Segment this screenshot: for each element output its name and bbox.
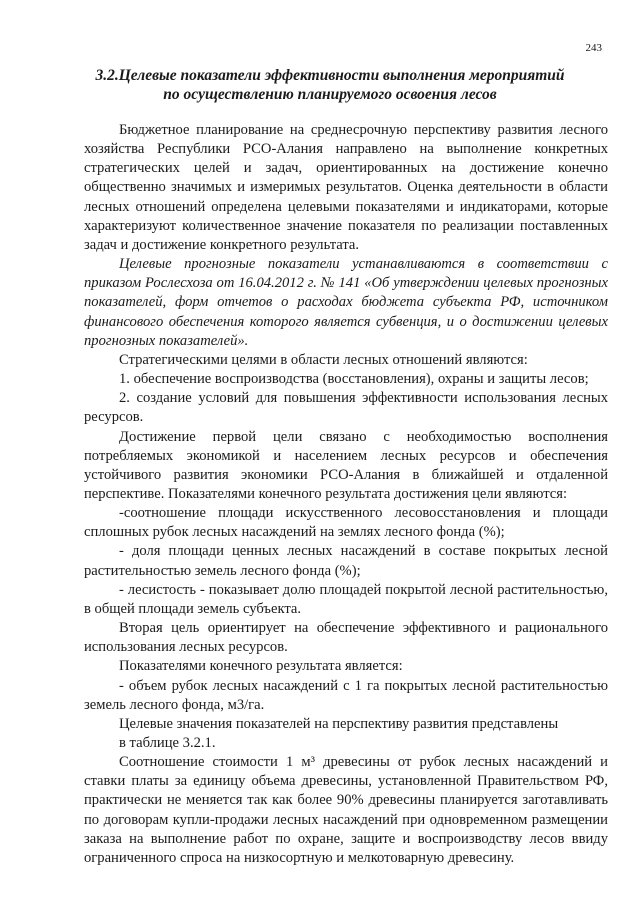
paragraph-result-indicators: Показателями конечного результата является: [119, 658, 403, 675]
heading-line-1: 3.2.Целевые показатели эффективности выполнения мероприятий [95, 67, 565, 84]
goal-item-1: 1. обеспечение воспроизводства (восстановления), охраны и защиты лесов; [119, 371, 589, 388]
heading-line-2: по осуществлению планируемого освоения лесов [163, 86, 497, 103]
indicator-item: -соотношение площади искусственного лесовосстановления и площади сплошных рубок лесных насаждений на землях лесного фонда (%); [84, 505, 608, 541]
paragraph-first-goal: Достижение первой цели связано с необходимостью восполнения потребляемых экономикой и населением лесных ресурсов и обеспечения устойчивого развития экономики РСО-Алания в ближайшей и отдаленной перспективе. Показателями конечного результата достижения цели являются: [84, 428, 608, 502]
section-heading [60, 66, 600, 104]
paragraph-order-reference: Целевые прогнозные показатели устанавливаются в соответствии с приказом Рослесхоза от 16.04.2012 г. № 141 «Об утверждении целевых прогнозных показателей, форм отчетов о расходах бюджета субъекта РФ, источником финансового обеспечения которого является субвенция, и о достижении целевых прогнозных показателей». [84, 256, 608, 349]
paragraph-intro: Бюджетное планирование на среднесрочную перспективу развития лесного хозяйства Республики РСО-Алания направлено на выполнение конкретных стратегических целей и задач, ориентированных на достижение конечно общественно значимых и измеримых результатов. Оценка деятельности в области лесных отношений определена целевыми показателями и индикаторами, которые характеризуют количественное значение показателя по реализации поставленных задач и достижение конкретного результата. [84, 122, 608, 253]
indicator-item: - лесистость - показывает долю площадей покрытой лесной растительностью, в общей площади земель субъекта. [84, 581, 608, 617]
goal-item-2: 2. создание условий для повышения эффективности использования лесных ресурсов. [84, 390, 608, 426]
paragraph-table-reference: в таблице 3.2.1. [119, 735, 216, 751]
page-number: 243 [585, 42, 602, 54]
paragraph-target-values: Целевые значения показателей на перспективу развития представлены [119, 715, 559, 732]
indicator-item: - объем рубок лесных насаждений с 1 га покрытых лесной растительностью земель лесного фонда, м3/га. [84, 677, 608, 713]
paragraph-second-goal: Вторая цель ориентирует на обеспечение эффективного и рационального использования лесных ресурсов. [84, 620, 608, 656]
paragraph-cost-ratio: Соотношение стоимости 1 м³ древесины от рубок лесных насаждений и ставки платы за единицу объема древесины, установленной Правительством РФ, практически не меняется так как более 90% древесины планируется заготавливать по договорам купли-продажи лесных насаждений при одновременном размещении заказа на выполнение работ по охране, защите и воспроизводству лесов ввиду ограниченного спроса на низкосортную и мелкотоварную древесину. [84, 754, 608, 866]
indicator-item: - доля площади ценных лесных насаждений в составе покрытых лесной растительностью земель лесного фонда (%); [84, 543, 608, 579]
paragraph-goals-intro: Стратегическими целями в области лесных отношений являются: [119, 351, 528, 368]
body-text [84, 121, 608, 868]
